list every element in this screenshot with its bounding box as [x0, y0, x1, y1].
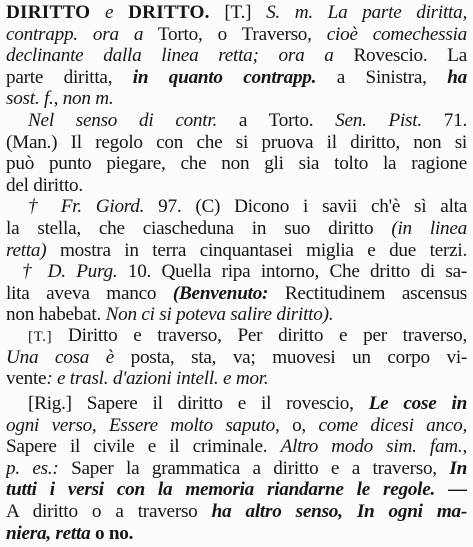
- entry-line-17: Una cosa è posta, sta, va; muovesi un corpo vi-: [6, 347, 467, 369]
- entry-line-14: lita aveva manco (Benvenuto: Rectitudinem ascensus: [6, 282, 467, 304]
- headword-variant: DRITTO.: [128, 1, 210, 23]
- headword-conjunction: e: [105, 1, 114, 23]
- sense-rigutini-line: [Rig.] Sapere il diritto e il rovescio, Le cose in: [28, 393, 467, 415]
- entry-line-7: (Man.) Il regolo con che si pruova il diritto, non si: [6, 131, 467, 153]
- entry-line-8: può punto piegare, che non gli sia tolto la ragione: [6, 152, 467, 174]
- entry-line-2: contrapp. ora a Torto, o Traverso, cioè comechessia: [6, 23, 467, 45]
- entry-line-4: parte diritta, in quanto contrapp. a Sinistra, ha: [6, 66, 467, 88]
- entry-line-23: tutti i versi con la memoria riandarne le regole. —: [6, 479, 467, 501]
- sense-traverso-line: [T.] Diritto e traverso, Per diritto e per traverso,: [28, 325, 467, 347]
- tommaseo-mark: [T.]: [224, 1, 252, 23]
- entry-line-9: del diritto.: [6, 174, 83, 196]
- entry-line-15: non habebat. Non ci si poteva salire diritto).: [6, 303, 334, 325]
- entry-line-18: vente: e trasl. d'azioni intell. e mor.: [6, 368, 269, 390]
- citation-purgatorio-line: † D. Purg. 10. Quella ripa intorno, Che dritto di sa-: [22, 260, 467, 282]
- entry-line-24: A diritto o a traverso ha altro senso, In ogni ma-: [6, 501, 467, 523]
- headword: DIRITTO: [6, 1, 91, 23]
- entry-line-11: la stella, che ciascheduna in suo diritto (in linea: [6, 217, 467, 239]
- citation-giordano-line: † Fr. Giord. 97. (C) Dicono i savii ch'è sì alta: [28, 195, 467, 217]
- entry-line-1: [6, 2, 467, 25]
- entry-line-22: p. es.: Saper la grammatica a diritto e a traverso, In: [6, 458, 467, 480]
- entry-line-12: retta) mostra in terra cinquantasei miglia e due terzi.: [6, 239, 467, 261]
- entry-line-21: Sapere il civile e il criminale. Altro modo sim. fam.,: [6, 436, 467, 458]
- entry-line-20: ogni verso, Essere molto saputo, o, come dicesi anco,: [6, 415, 467, 437]
- entry-line-3: declinante dalla linea retta; ora a Rovescio. La: [6, 44, 467, 66]
- grammar-definition: S. m. La parte diritta,: [266, 1, 467, 23]
- sense-contr-line: Nel senso di contr. a Torto. Sen. Pist. 71.: [28, 109, 467, 131]
- entry-line-5: sost. f., non m.: [6, 87, 114, 109]
- entry-line-25: niera, retta o no.: [6, 523, 134, 545]
